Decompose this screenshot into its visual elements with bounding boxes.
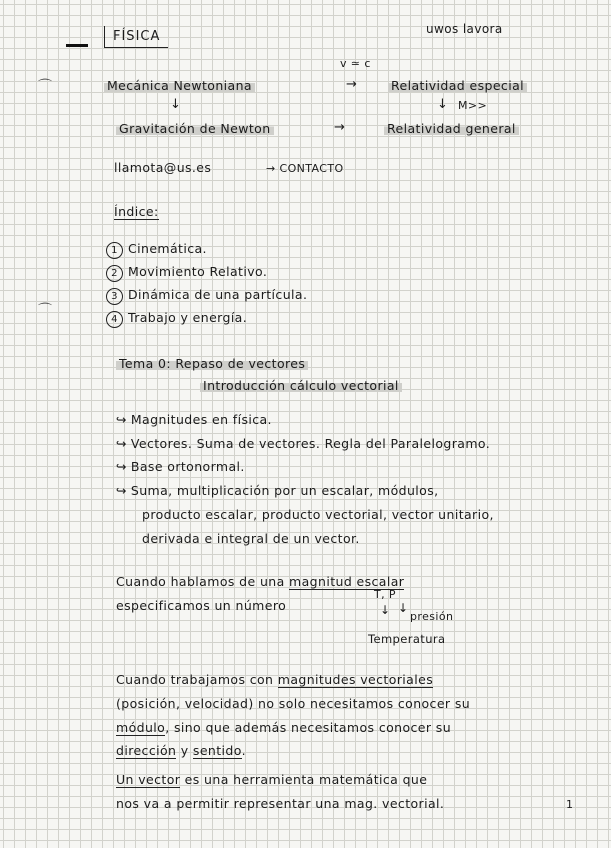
bullet-text: Vectores. Suma de vectores. Regla del Paralelogramo. [130, 436, 491, 451]
bullet-item [116, 459, 245, 474]
text-span: y [176, 743, 193, 758]
index-number: 1 [106, 242, 123, 259]
newtonian-mechanics-label: Mecánica Newtoniana [104, 78, 255, 93]
text-span: . [241, 743, 246, 758]
temperature-label: Temperatura [368, 632, 446, 646]
paragraph-line: nos va a permitir representar una mag. vectorial. [116, 796, 445, 811]
arrow-right-icon: → [334, 120, 345, 135]
bullet-item [116, 483, 439, 498]
index-number: 3 [106, 288, 123, 305]
pressure-label: presión [410, 610, 454, 623]
text-span: , sino que además necesitamos conocer su [165, 720, 452, 735]
bullet-text: Base ortonormal. [130, 459, 245, 474]
vector-magnitude-term: magnitudes vectoriales [277, 672, 434, 687]
contact-label: → CONTACTO [266, 162, 344, 175]
paragraph-line [116, 574, 404, 589]
bullet-item [116, 412, 272, 427]
arrow-down-icon: ↓ [380, 603, 391, 617]
hook-arrow-icon: ↪ [116, 459, 127, 474]
margin-mark [66, 44, 88, 47]
topic-subtitle: Introducción cálculo vectorial [200, 378, 402, 393]
paragraph-line [116, 720, 451, 735]
arrow-down-icon: ↓ [170, 97, 181, 112]
scalar-symbols: T, P [374, 588, 396, 601]
index-number: 2 [106, 265, 123, 282]
hole-punch-mark: ⌒ [38, 303, 52, 319]
index-item-text: Movimiento Relativo. [128, 264, 268, 279]
condition-mass: M>> [458, 99, 488, 112]
subject-title: FÍSICA [104, 26, 168, 48]
general-relativity-label: Relatividad general [384, 121, 519, 136]
bullet-continuation: derivada e integral de un vector. [142, 531, 360, 546]
paragraph-line [116, 772, 427, 787]
paragraph-line: (posición, velocidad) no solo necesitamos conocer su [116, 696, 471, 711]
arrow-down-icon: ↓ [398, 601, 409, 615]
hook-arrow-icon: ↪ [116, 483, 127, 498]
paragraph-line [116, 743, 246, 758]
condition-speed: v ≃ c [340, 57, 371, 70]
index-item [106, 310, 247, 328]
hook-arrow-icon: ↪ [116, 436, 127, 451]
page-number: 1 [566, 798, 574, 811]
hole-punch-mark: ⌒ [38, 79, 52, 95]
special-relativity-label: Relatividad especial [388, 78, 527, 93]
text-span: Cuando trabajamos con [116, 672, 278, 687]
direction-term: dirección [116, 743, 177, 758]
contact-email: llamota@us.es [114, 160, 212, 175]
text-span: es una herramienta matemática que [180, 772, 428, 787]
newton-gravitation-label: Gravitación de Newton [116, 121, 274, 136]
bullet-item [116, 436, 490, 451]
scalar-magnitude-term: magnitud escalar [289, 574, 405, 589]
index-item [106, 264, 267, 282]
bullet-text: Suma, multiplicación por un escalar, módulos, [130, 483, 439, 498]
hook-arrow-icon: ↪ [116, 412, 127, 427]
paragraph-line: especificamos un número [116, 598, 287, 613]
index-item [106, 241, 207, 259]
vector-term: Un vector [116, 772, 181, 787]
paragraph-line [116, 672, 433, 687]
top-right-note: uwos lavora [426, 22, 503, 36]
index-item-text: Dinámica de una partícula. [128, 287, 308, 302]
index-item-text: Trabajo y energía. [128, 310, 248, 325]
index-number: 4 [106, 311, 123, 328]
index-item-text: Cinemática. [128, 241, 207, 256]
sense-term: sentido [192, 743, 242, 758]
arrow-down-icon: ↓ [437, 97, 448, 112]
index-title: Índice: [114, 204, 159, 219]
bullet-continuation: producto escalar, producto vectorial, vector unitario, [142, 507, 494, 522]
bullet-text: Magnitudes en física. [130, 412, 272, 427]
topic-title: Tema 0: Repaso de vectores [116, 356, 308, 371]
index-item [106, 287, 307, 305]
text-span: Cuando hablamos de una [116, 574, 290, 589]
arrow-right-icon: → [346, 77, 357, 92]
module-term: módulo [116, 720, 166, 735]
